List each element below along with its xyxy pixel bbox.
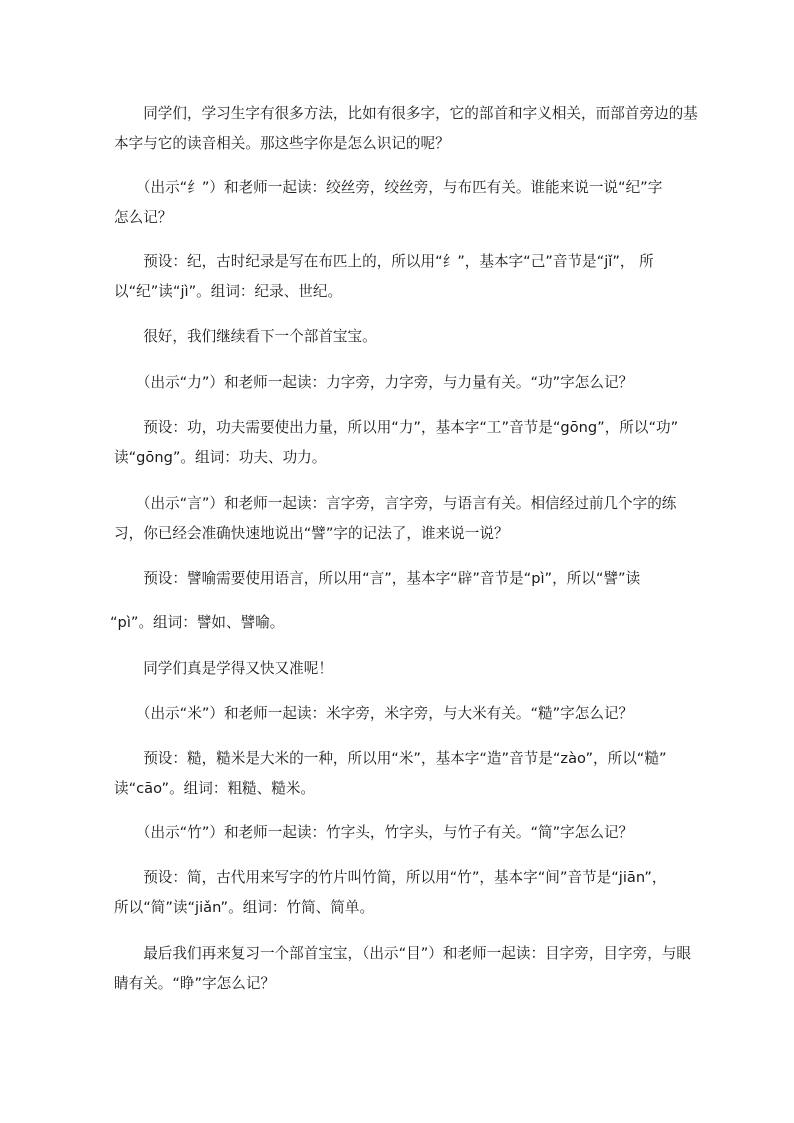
text-line: 预设：功，功夫需要使出力量，所以用“力”，基本字“工”音节是“gōng”，所以“功”	[114, 419, 679, 436]
paragraph-rice-radical	[114, 699, 686, 729]
paragraph-speech-radical	[114, 489, 686, 549]
paragraph-bamboo-radical	[114, 818, 686, 848]
paragraph-transition	[114, 322, 686, 352]
text-line: 读“gōng”。组词：功夫、功力。	[114, 449, 327, 466]
text-line: （出示“力”）和老师一起读：力字旁，力字旁，与力量有关。“功”字怎么记？	[114, 374, 634, 391]
text-line: 以“纪”读“jì”。组词：纪录、世纪。	[114, 283, 343, 300]
text-line: “pì”。组词：譬如、譬喻。	[110, 614, 285, 631]
text-line: 预设：纪，古时纪录是写在布匹上的，所以用“纟”，基本字“己”音节是“jǐ”， 所	[114, 253, 654, 270]
paragraph-ji-answer	[114, 247, 686, 307]
paragraph-intro	[114, 99, 698, 159]
text-line: 预设：糙，糙米是大米的一种，所以用“米”，基本字“造”音节是“zào”，所以“糙”	[114, 750, 667, 767]
paragraph-jian-answer	[114, 863, 686, 923]
text-line: 很好，我们继续看下一个部首宝宝。	[114, 328, 377, 345]
paragraph-power-radical	[114, 368, 686, 398]
text-line: （出示“言”）和老师一起读：言字旁，言字旁，与语言有关。相信经过前几个字的练	[114, 495, 677, 512]
text-line: 预设：简，古代用来写字的竹片叫竹简，所以用“竹”，基本字“间”音节是“jiān”，	[114, 869, 667, 886]
text-line: 怎么记？	[114, 209, 173, 226]
text-line: （出示“米”）和老师一起读：米字旁，米字旁，与大米有关。“糙”字怎么记？	[114, 705, 634, 722]
text-line: 同学们，学习生字有很多方法，比如有很多字，它的部首和字义相关，而部首旁边的基	[114, 105, 698, 122]
text-line: 预设：譬喻需要使用语言，所以用“言”，基本字“辟”音节是“pì”，所以“譬”读	[114, 570, 641, 587]
paragraph-pi-answer	[114, 564, 686, 594]
text-line: 本字与它的读音相关。那这些字你是怎么识记的呢？	[114, 135, 450, 152]
text-line: （出示“竹”）和老师一起读：竹字头，竹字头，与竹子有关。“简”字怎么记？	[114, 824, 634, 841]
paragraph-eye-radical	[114, 939, 691, 999]
text-line: 习，你已经会准确快速地说出“譬”字的记法了，谁来说一说？	[114, 525, 509, 542]
text-line: 睛有关。“睁”字怎么记？	[114, 975, 276, 992]
text-line: 读“cāo”。组词：粗糙、糙米。	[114, 780, 316, 797]
paragraph-praise	[114, 654, 686, 684]
paragraph-silk-radical	[114, 173, 686, 233]
paragraph-cao-answer	[114, 744, 686, 804]
text-line: 最后我们再来复习一个部首宝宝，（出示“目”）和老师一起读：目字旁，目字旁，与眼	[114, 945, 691, 962]
paragraph-pi-answer-continued	[110, 608, 682, 638]
text-line: 所以“简”读“jiǎn”。组词：竹简、简单。	[114, 899, 375, 916]
text-line: 同学们真是学得又快又准呢！	[114, 660, 333, 677]
text-line: （出示“纟”）和老师一起读：绞丝旁，绞丝旁，与布匹有关。谁能来说一说“纪”字	[114, 179, 663, 196]
paragraph-gong-answer	[114, 413, 686, 473]
